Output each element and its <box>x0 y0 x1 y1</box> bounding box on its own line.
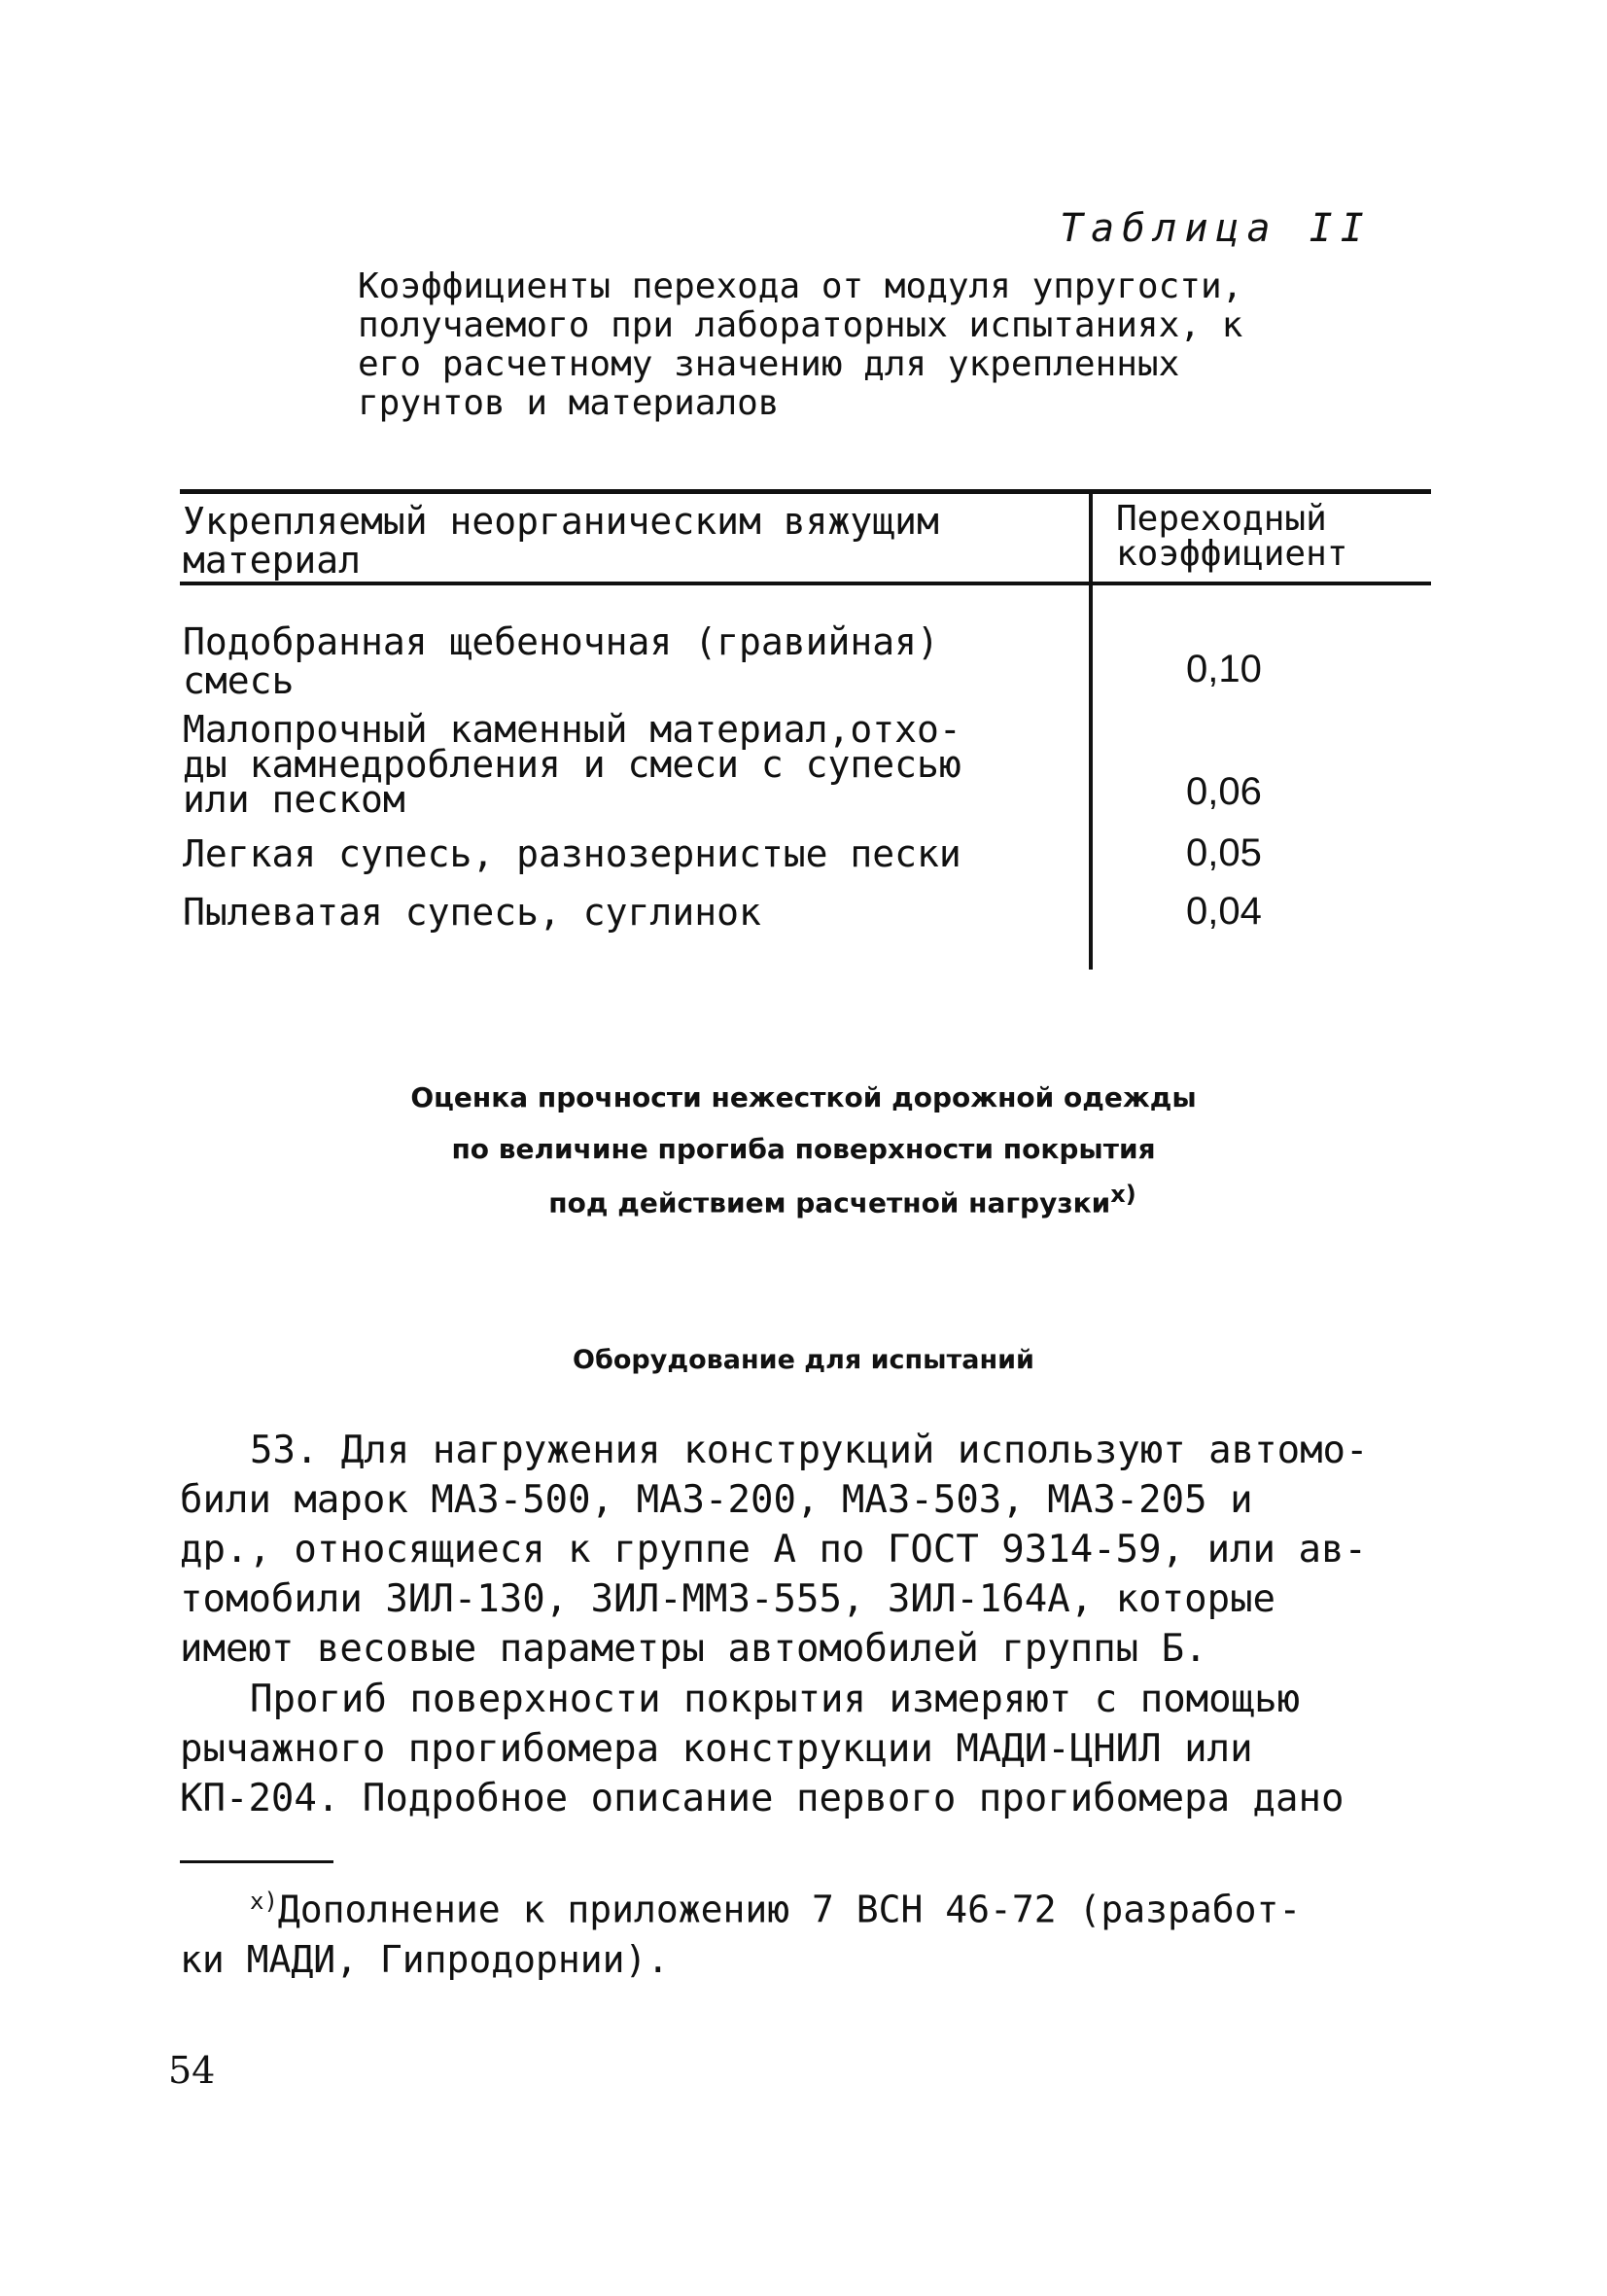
table-row-coef: 0,06 <box>1186 770 1262 813</box>
footnote-rule <box>180 1860 333 1863</box>
table-row-material: Пылеватая супесь, суглинок <box>183 891 761 934</box>
caption-line: получаемого при лабораторных испытаниях, к <box>358 305 1243 345</box>
footnote: $^{x)}$Дополнение к приложению 7 ВСН 46-72 (разработ- ки МАДИ, Гипродорнии). <box>180 1888 1302 1981</box>
page-number: 54 <box>168 2049 216 2092</box>
table-header-rule <box>180 582 1431 585</box>
footnote-marker: x) <box>1110 1181 1136 1208</box>
table-row-coef: 0,10 <box>1186 648 1262 690</box>
caption-line: грунтов и материалов <box>358 383 780 423</box>
caption-line: его расчетному значению для укрепленных <box>358 344 1180 384</box>
subsection-title: Оборудование для испытаний <box>573 1345 1034 1375</box>
table-row-material: Малопрочный каменный материал,отхо- ды камнедробления и смеси с супесью или песком <box>183 708 961 821</box>
paragraph-53: 53. Для нагружения конструкций используют автомо- били марок МАЗ-500, МАЗ-200, МАЗ-503, МАЗ-205 и др., относящиеся к группе А по ГОСТ 9314-59, или ав- томобили ЗИЛ-130, ЗИЛ-ММЗ-555, ЗИЛ-164А, которые имеют весовые параметры автомобилей группы Б. <box>180 1429 1369 1671</box>
paragraph-deflection: Прогиб поверхности покрытия измеряют с помощью рычажного прогибомера конструкции МАДИ-ЦНИЛ или КП-204. Подробное описание первого прогибомера дано <box>180 1678 1345 1820</box>
table-row-material: Легкая супесь, разнозернистые пески <box>183 832 961 875</box>
header-coefficient: Переходный коэффициент <box>1116 499 1348 574</box>
table-row-coef: 0,05 <box>1186 831 1262 874</box>
section-title-line: по величине прогиба поверхности покрытия <box>451 1133 1156 1165</box>
footnote-marker: x) <box>250 1888 278 1915</box>
table-top-rule <box>180 489 1431 494</box>
table-row-coef: 0,04 <box>1186 890 1262 933</box>
table-label: Таблица II <box>1060 206 1372 251</box>
table-column-divider <box>1089 493 1093 970</box>
caption-line: Коэффициенты перехода от модуля упругости, <box>358 266 1243 306</box>
table-caption <box>358 267 1349 423</box>
section-title-line: Оценка прочности нежесткой дорожной одежды <box>410 1081 1197 1113</box>
table-row-material: Подобранная щебеночная (гравийная) смесь <box>183 620 939 702</box>
header-material: Укрепляемый неорганическим вяжущим материал <box>183 500 939 582</box>
section-title-line-3: под действием расчетной нагрузки$^{x)}$ <box>548 1181 1136 1219</box>
